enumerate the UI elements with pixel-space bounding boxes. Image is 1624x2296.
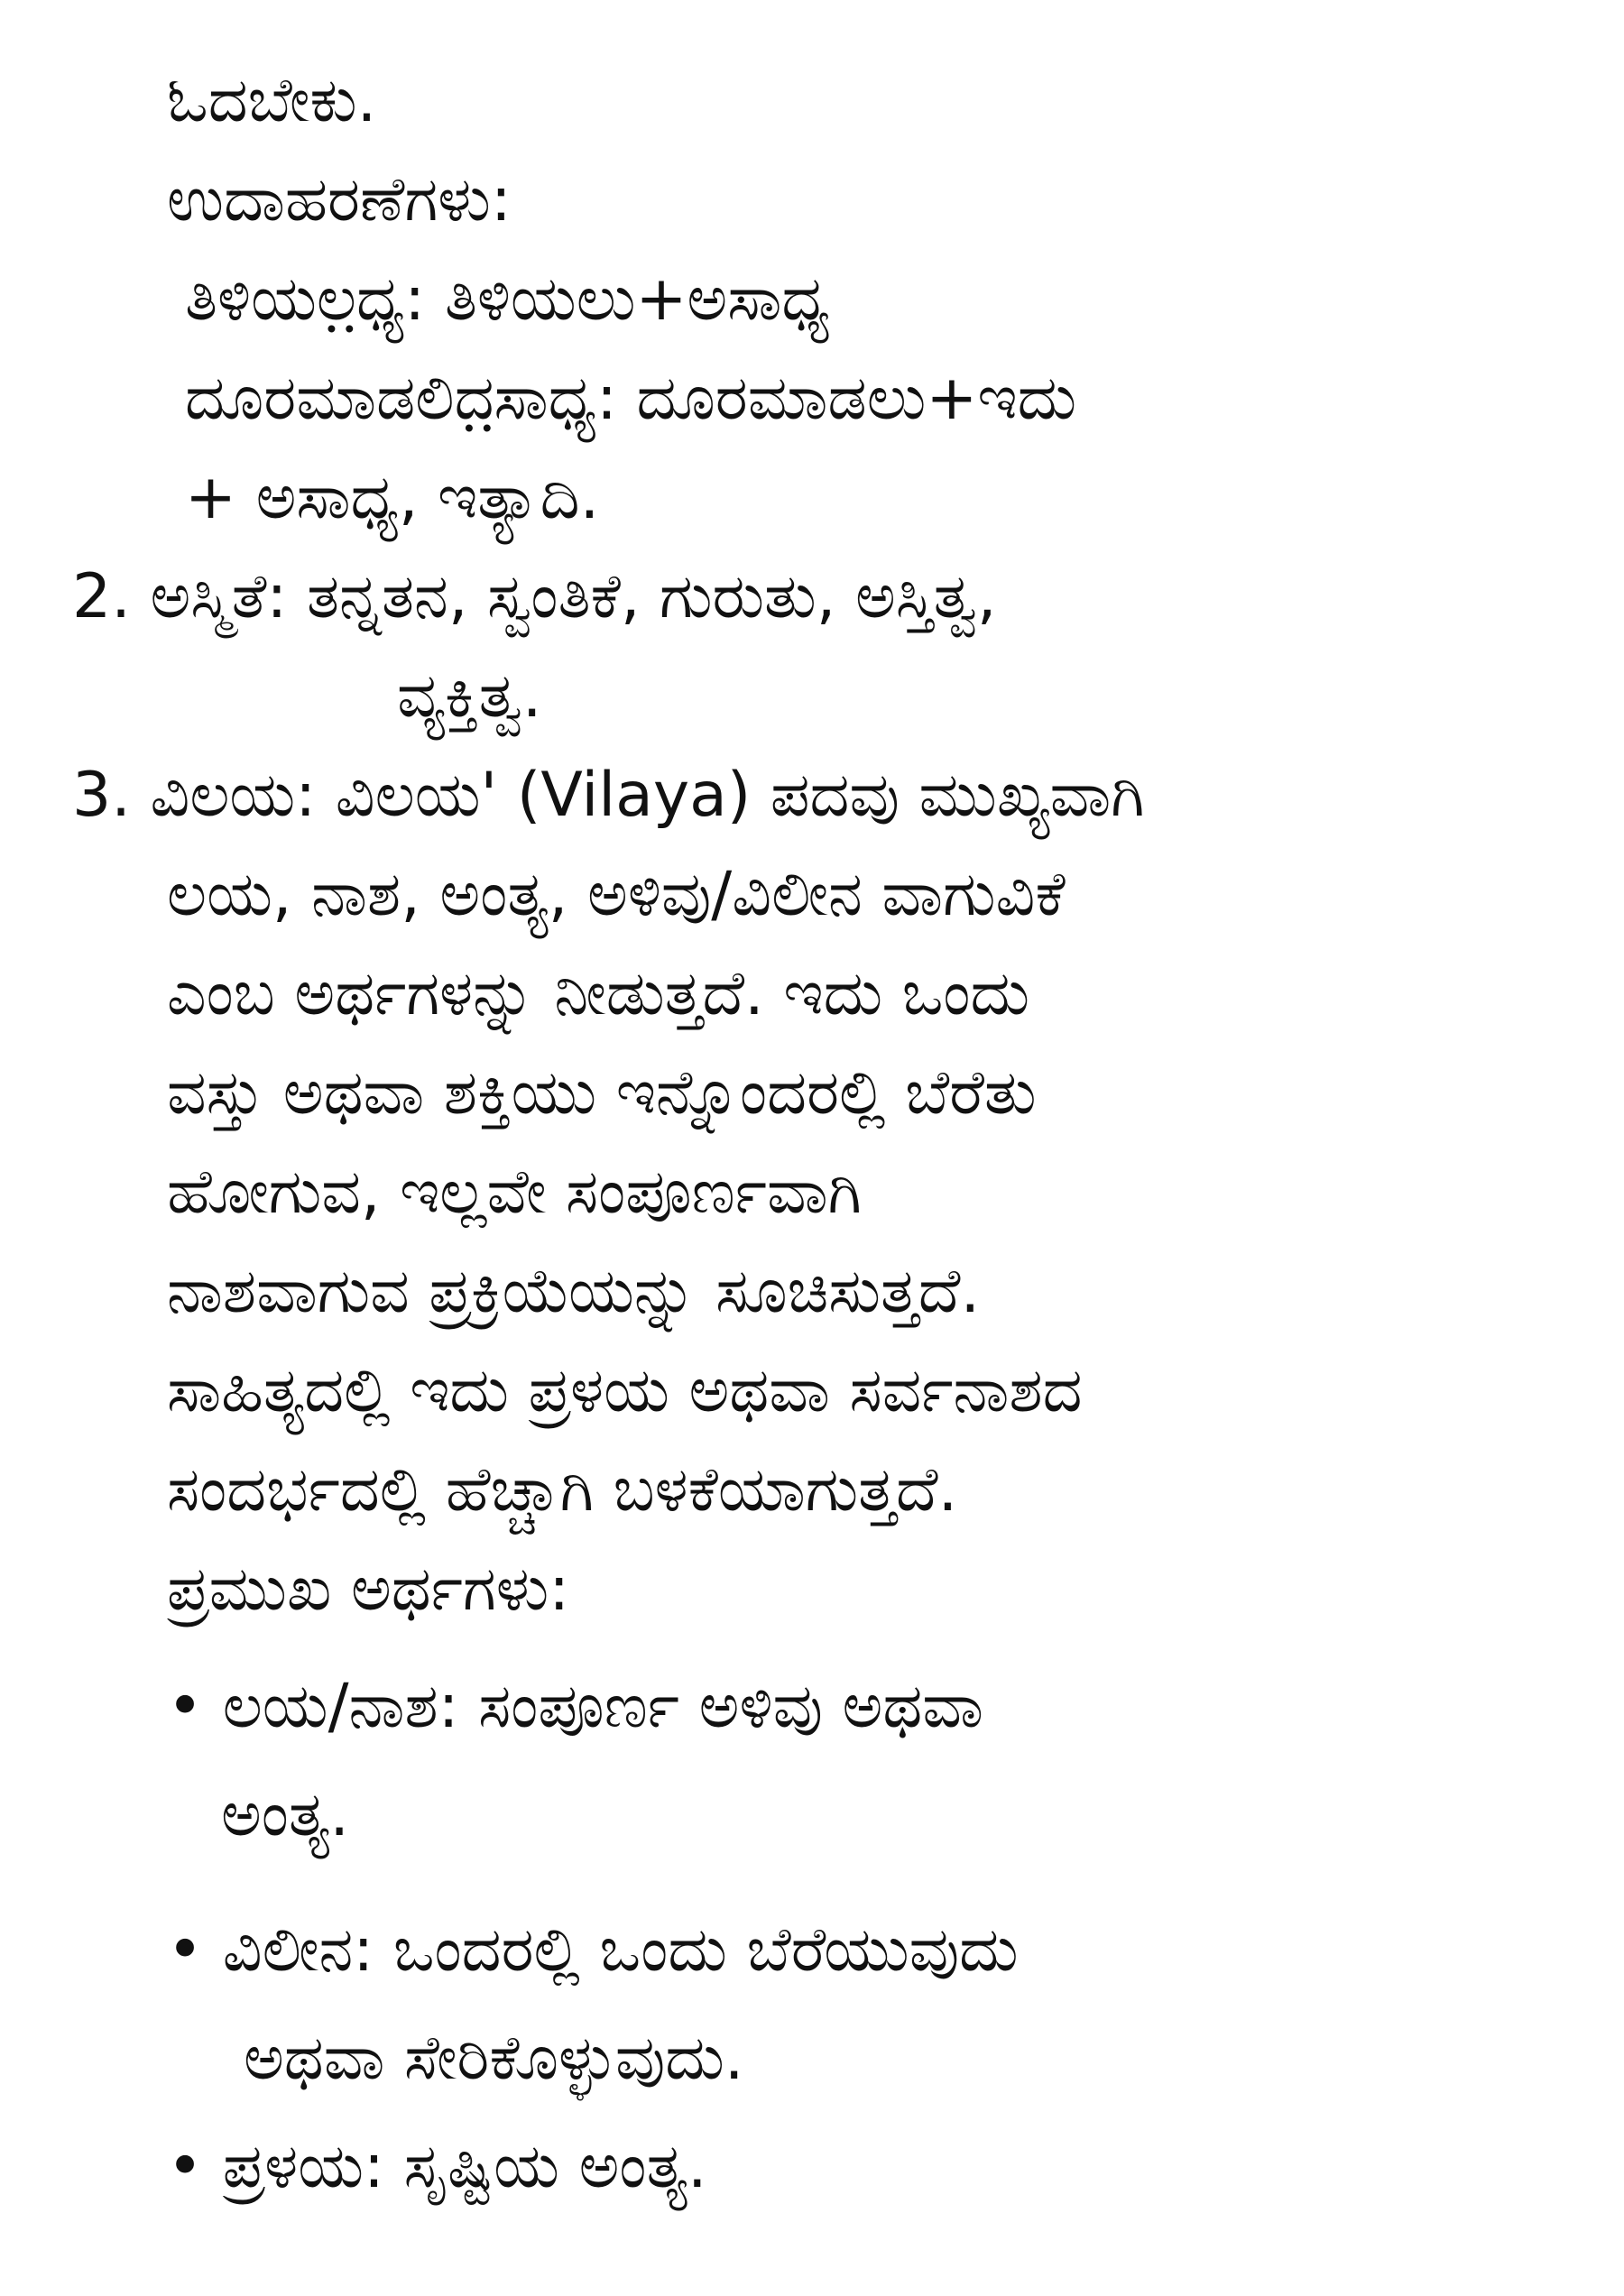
text-line-13: ನಾಶವಾಗುವ ಪ್ರಕ್ರಿಯೆಯನ್ನು ಸೂಚಿಸುತ್ತದೆ. [167, 1256, 981, 1327]
text-line-5: + ಅಸಾಧ್ಯ, ಇತ್ಯಾದಿ. [185, 462, 600, 533]
text-line-10: ಎಂಬ ಅರ್ಥಗಳನ್ನು ನೀಡುತ್ತದೆ. ಇದು ಒಂದು [167, 958, 1030, 1029]
bullet-item-1: • ಲಯ/ನಾಶ: ಸಂಪೂರ್ಣ ಅಳಿವು ಅಥವಾ [167, 1671, 983, 1742]
text-line-12: ಹೋಗುವ, ಇಲ್ಲವೇ ಸಂಪೂರ್ಣವಾಗಿ [167, 1157, 862, 1228]
list-item-3: 3. ವಿಲಯ: ವಿಲಯ' (Vilaya) ಪದವು ಮುಖ್ಯವಾಗಿ [72, 760, 1145, 831]
bullet-item-2: • ವಿಲೀನ: ಒಂದರಲ್ಲಿ ಒಂದು ಬೆರೆಯುವುದು [167, 1914, 1019, 1986]
text-line-16: ಪ್ರಮುಖ ಅರ್ಥಗಳು: [167, 1554, 570, 1625]
text-line-3: ತಿಳಿಯಲ಼ಧ್ಯ: ತಿಳಿಯಲು+ಅಸಾಧ್ಯ [185, 263, 830, 335]
text-line-9: ಲಯ, ನಾಶ, ಅಂತ್ಯ, ಅಳಿವು/ವಿಲೀನ ವಾಗುವಿಕೆ [167, 859, 1066, 930]
bullet-item-3: • ಪ್ರಳಯ: ಸೃಷ್ಟಿಯ ಅಂತ್ಯ. [167, 2131, 707, 2202]
text-line-20: ಅಥವಾ ಸೇರಿಕೊಳ್ಳುವುದು. [244, 2023, 744, 2094]
text-line-14: ಸಾಹಿತ್ಯದಲ್ಲಿ ಇದು ಪ್ರಳಯ ಅಥವಾ ಸರ್ವನಾಶದ [167, 1355, 1083, 1426]
text-line-4: ದೂರಮಾಡಲಿದ಼ಸಾಧ್ಯ: ದೂರಮಾಡಲು+ಇದು [185, 363, 1077, 434]
text-line-7: ವ್ಯಕ್ತಿತ್ವ. [397, 660, 542, 732]
text-line-2: ಉದಾಹರಣೆಗಳು: [167, 164, 512, 235]
text-line-15: ಸಂದರ್ಭದಲ್ಲಿ ಹೆಚ್ಚಾಗಿ ಬಳಕೆಯಾಗುತ್ತದೆ. [167, 1454, 958, 1526]
list-item-2: 2. ಅಸ್ಮಿತೆ: ತನ್ನತನ, ಸ್ವಂತಿಕೆ, ಗುರುತು, ಅಸ್ತಿತ್ವ, [72, 561, 997, 632]
text-line-11: ವಸ್ತು ಅಥವಾ ಶಕ್ತಿಯು ಇನ್ನೊಂದರಲ್ಲಿ ಬೆರೆತು [167, 1057, 1037, 1129]
text-line-1: ಓದಬೇಕು. [167, 65, 377, 136]
text-line-18: ಅಂತ್ಯ. [221, 1779, 349, 1850]
